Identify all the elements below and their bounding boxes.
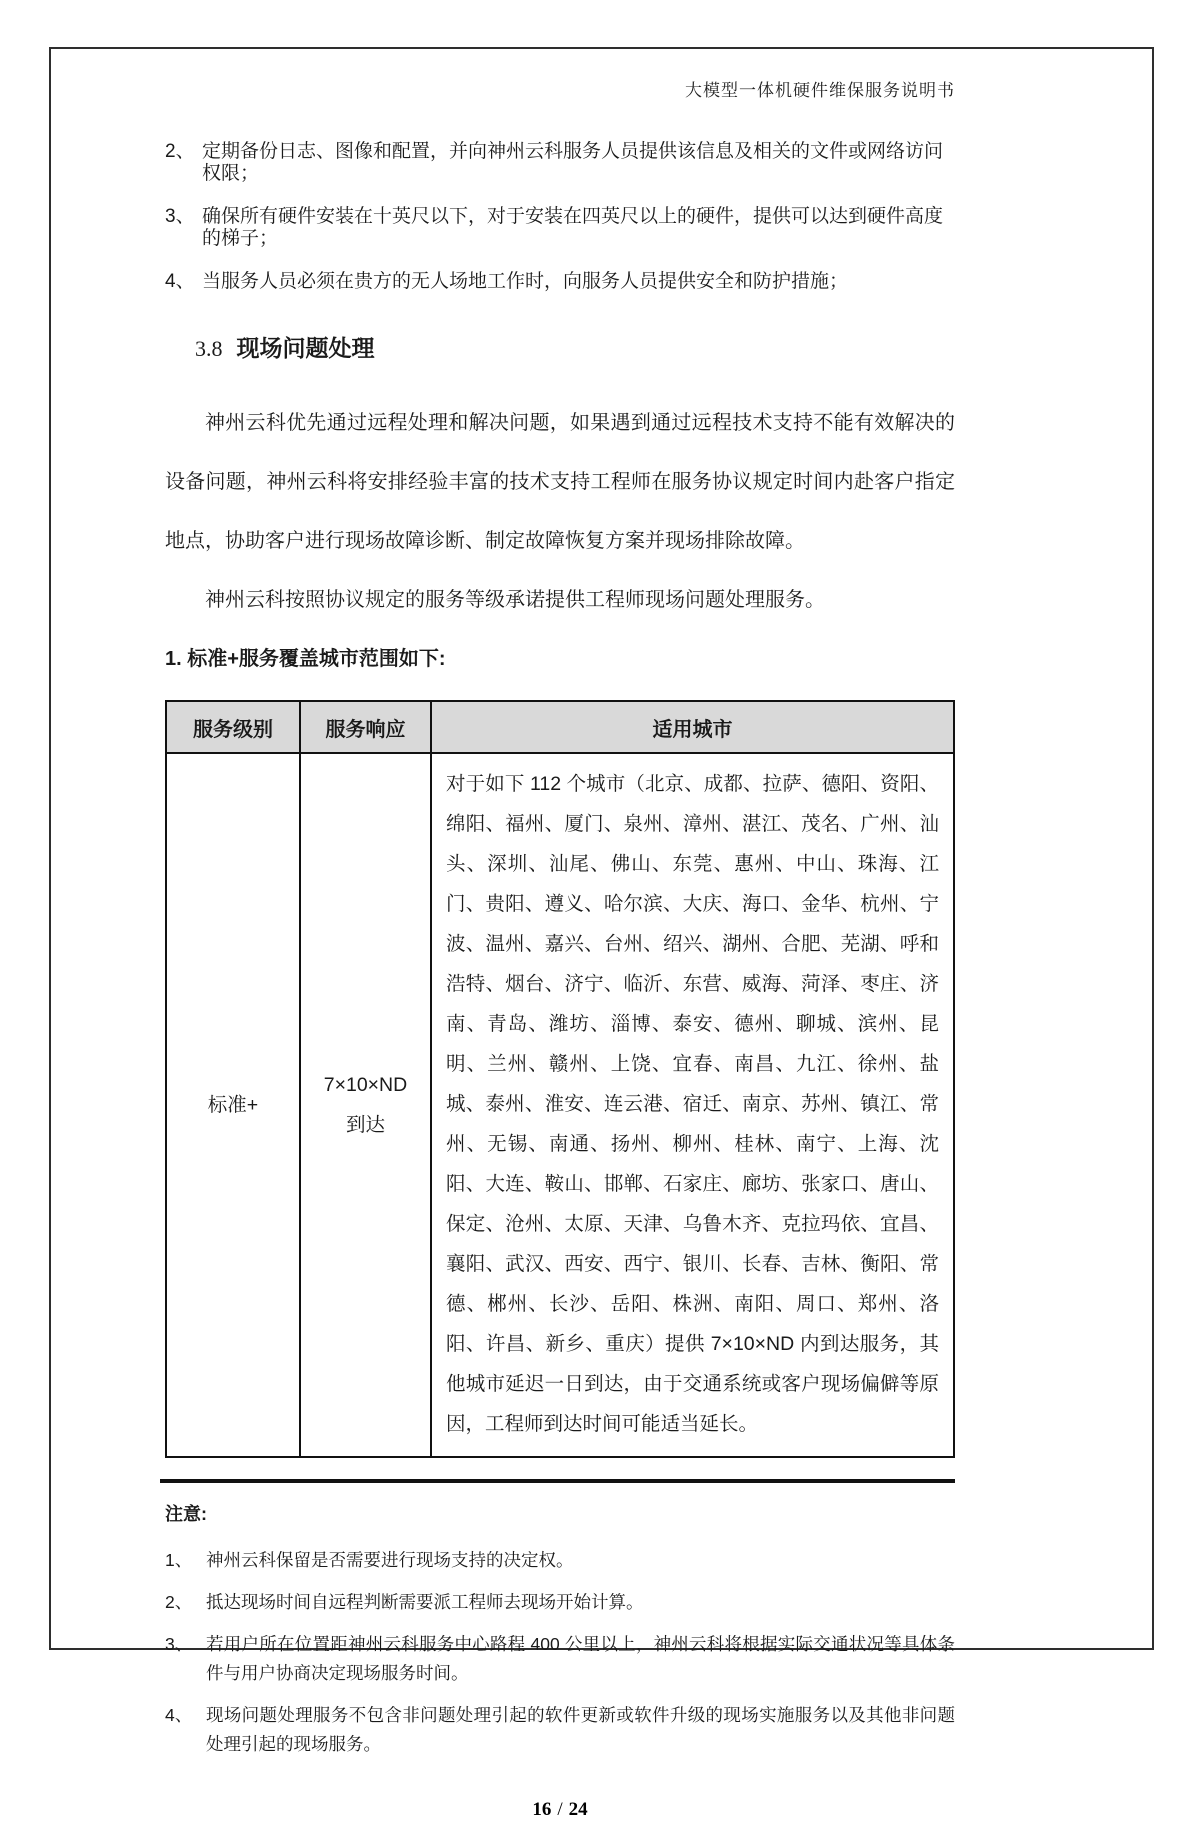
list-item-number: 4、: [165, 271, 195, 292]
notes-list: [165, 1546, 955, 1759]
note-item: [165, 1630, 955, 1688]
list-item: [165, 141, 955, 185]
note-item-number: 3、: [165, 1634, 193, 1654]
page-number-current: 16: [532, 1799, 552, 1820]
note-item-text: 神州云科保留是否需要进行现场支持的决定权。: [206, 1550, 574, 1570]
list-item-text: 确保所有硬件安装在十英尺以下，对于安装在四英尺以上的硬件，提供可以达到硬件高度的梯子；: [202, 206, 944, 249]
note-item-text: 现场问题处理服务不包含非问题处理引起的软件更新或软件升级的现场实施服务以及其他非问题处理引起的现场服务。: [206, 1705, 955, 1754]
list-item-number: 2、: [165, 141, 195, 162]
paragraph: 神州云科按照协议规定的服务等级承诺提供工程师现场问题处理服务。: [205, 589, 825, 611]
table-row: [166, 753, 954, 1457]
applicable-cities-cell: [431, 753, 954, 1457]
page-footer: [165, 1799, 955, 1821]
note-item: [165, 1546, 955, 1575]
service-response-line1: 7×10×ND: [323, 1074, 408, 1096]
note-item-number: 2、: [165, 1592, 193, 1612]
table-intro: 1. 标准+服务覆盖城市范围如下:: [165, 648, 446, 670]
section-heading: [165, 333, 955, 364]
list-item-text: 当服务人员必须在贵方的无人场地工作时，向服务人员提供安全和防护措施；: [202, 271, 849, 292]
section-number: 3.8: [195, 336, 223, 361]
body-paragraphs: [165, 394, 955, 630]
service-level-cell: [166, 753, 300, 1457]
service-response-cell: [300, 753, 431, 1457]
note-item-number: 4、: [165, 1705, 193, 1725]
notes-label: 注意:: [165, 1504, 207, 1524]
list-item-number: 3、: [165, 206, 195, 227]
page-content: [165, 0, 955, 1821]
divider-rule: [160, 1479, 955, 1483]
document-header-title: 大模型一体机硬件维保服务说明书: [685, 81, 955, 100]
paragraph: 神州云科优先通过远程处理和解决问题，如果遇到通过远程技术支持不能有效解决的设备问题，神州云科将安排经验丰富的技术支持工程师在服务协议规定时间内赴客户指定地点，协助客户进行现场故障诊断、制定故障恢复方案并现场排除故障。: [165, 412, 955, 552]
list-item-text: 定期备份日志、图像和配置，并向神州云科服务人员提供该信息及相关的文件或网络访问权限；: [202, 141, 944, 184]
service-level-value: 标准+: [207, 1094, 259, 1116]
note-item-text: 抵达现场时间自远程判断需要派工程师去现场开始计算。: [206, 1592, 644, 1612]
page-number-separator: /: [557, 1799, 563, 1820]
list-item: [165, 206, 955, 250]
page-number-total: 24: [568, 1799, 588, 1820]
note-item: [165, 1701, 955, 1759]
header-cell-service-response: 服务响应: [300, 701, 431, 753]
header-cell-applicable-cities: 适用城市: [431, 701, 954, 753]
service-coverage-table: [165, 700, 955, 1458]
note-item-number: 1、: [165, 1550, 193, 1570]
service-response-line2: 到达: [345, 1114, 385, 1136]
note-item: [165, 1588, 955, 1617]
requirements-list: [165, 141, 955, 293]
section-title: 现场问题处理: [236, 335, 375, 361]
header-cell-service-level: 服务级别: [166, 701, 300, 753]
table-header-row: [166, 701, 954, 753]
list-item: [165, 271, 955, 293]
cities-text: 对于如下 112 个城市（北京、成都、拉萨、德阳、资阳、绵阳、福州、厦门、泉州、漳州、湛江、茂名、广州、汕头、深圳、汕尾、佛山、东莞、惠州、中山、珠海、江门、贵阳、遵义、哈尔滨、大庆、海口、金华、杭州、宁波、温州、嘉兴、台州、绍兴、湖州、合肥、芜湖、呼和浩特、烟台、济宁、临沂、东营、威海、菏泽、枣庄、济南、青岛、潍坊、淄博、泰安、德州、聊城、滨州、昆明、兰州、赣州、上饶、宜春、南昌、九江、徐州、盐城、泰州、淮安、连云港、宿迁、南京、苏州、镇江、常州、无锡、南通、扬州、柳州、桂林、南宁、上海、沈阳、大连、鞍山、邯郸、石家庄、廊坊、张家口、唐山、保定、沧州、太原、天津、乌鲁木齐、克拉玛依、宜昌、襄阳、武汉、西安、西宁、银川、长春、吉林、衡阳、常德、郴州、长沙、岳阳、株洲、南阳、周口、郑州、洛阳、许昌、新乡、重庆）提供 7×10×ND 内到达服务，其他城市延迟一日到达，由于交通系统或客户现场偏僻等原因，工程师到达时间可能适当延长。: [446, 773, 939, 1435]
note-item-text: 若用户所在位置距神州云科服务中心路程 400 公里以上，神州云科将根据实际交通状况等具体条件与用户协商决定现场服务时间。: [206, 1634, 955, 1683]
